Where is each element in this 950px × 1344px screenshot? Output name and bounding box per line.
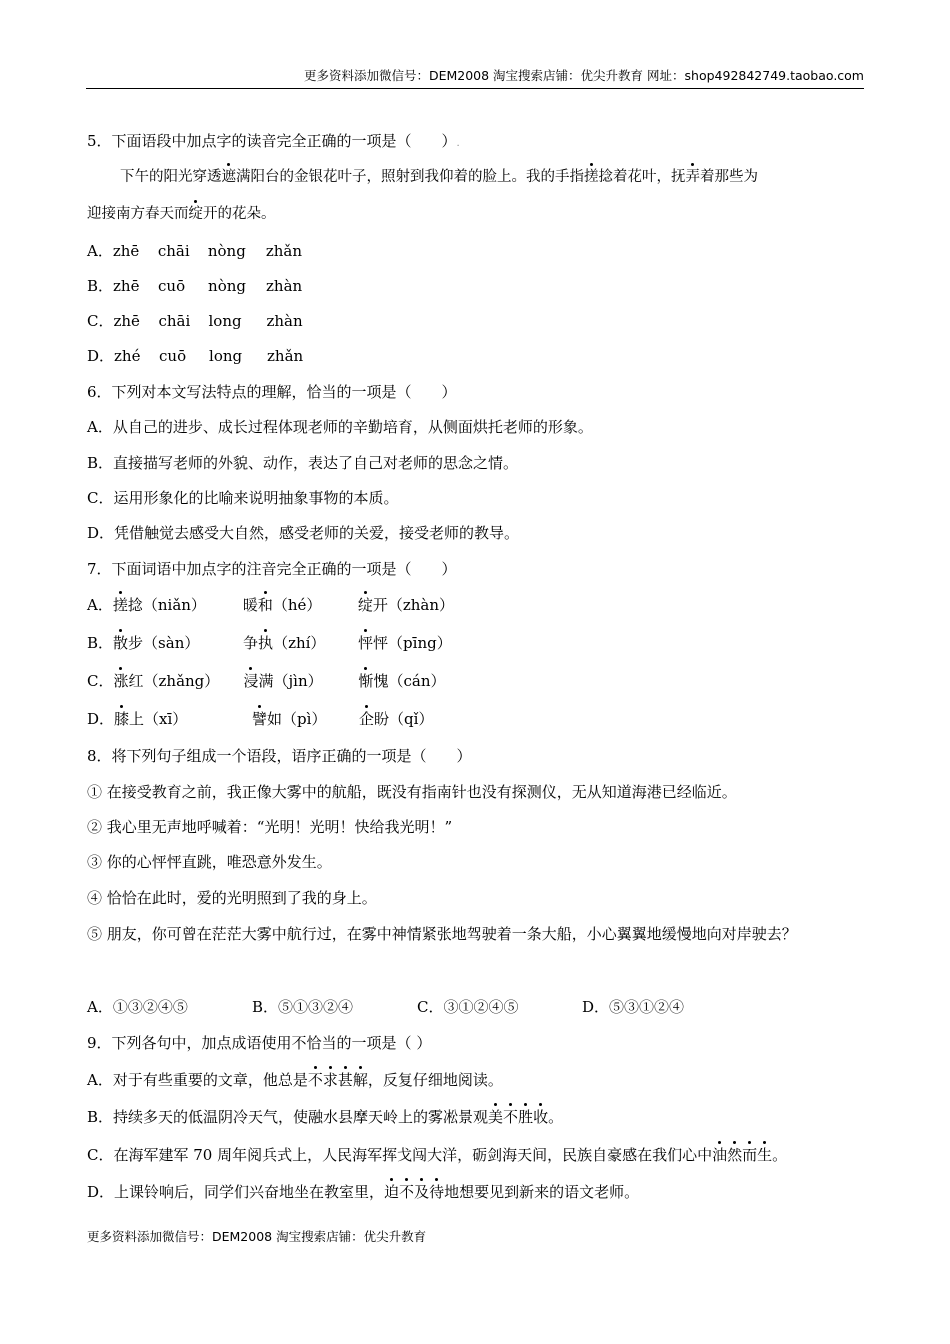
dotted-char: 而 [742, 1146, 758, 1164]
dotted-char: 及 [414, 1183, 430, 1201]
dotted-char: 执 [258, 634, 274, 652]
q8-sentence-4: ④ 恰恰在此时，爱的光明照到了我的身上。 [87, 889, 377, 907]
q9-option-a: A．对于有些重要的文章，他总是不求甚解，反复仔细地阅读。 [87, 1071, 503, 1089]
dotted-char: 胜 [518, 1108, 534, 1126]
q8-sentence-5: ⑤ 朋友，你可曾在茫茫大雾中航行过，在雾中神情紧张地驾驶着一条大船，小心翼翼地缓慢地向对岸驶去？ [87, 925, 797, 943]
dotted-char: 搓 [112, 596, 128, 614]
dotted-char: 膝 [114, 710, 130, 728]
dotted-char: 搓 [584, 166, 599, 188]
dotted-char: 迫 [384, 1183, 400, 1201]
q9-option-c: C．在海军建军 70 周年阅兵式上，人民海军挥戈闯大洋，砺剑海天间，民族自豪感在我们心中油然而生。 [87, 1146, 788, 1164]
dotted-char: 绽 [357, 596, 373, 614]
q9-option-b: B．持续多天的低温阴冷天气，使融水县摩天岭上的雾凇景观美不胜收。 [87, 1108, 564, 1126]
q8-stem: 8．将下列句子组成一个语段，语序正确的一项是（ ） [87, 747, 472, 765]
dotted-char: 不 [503, 1108, 519, 1126]
page-footer: 更多资料添加微信号：DEM2008 淘宝搜索店铺：优尖升教育 [87, 1229, 427, 1244]
q9-option-d: D．上课铃响后，同学们兴奋地坐在教室里，迫不及待地想要见到新来的语文老师。 [87, 1183, 640, 1201]
q8-sentence-3: ③ 你的心怦怦直跳，唯恐意外发生。 [87, 853, 332, 871]
dotted-char: 涨 [113, 672, 129, 690]
dotted-char: 不 [307, 1071, 323, 1089]
dotted-char: 生 [757, 1146, 773, 1164]
q7-option-b: B．散步（sàn） 争执（zhí） 怦怦（pīng） [87, 634, 452, 652]
q9-stem: 9．下列各句中，加点成语使用不恰当的一项是（ ） [87, 1034, 432, 1052]
dotted-char: 不 [399, 1183, 415, 1201]
page-header: 更多资料添加微信号：DEM2008 淘宝搜索店铺：优尖升教育 网址：shop492842749.taobao.com [86, 66, 864, 89]
q5-option-c: C．zhē chāi long zhàn [87, 312, 303, 330]
q6-option-b: B．直接描写老师的外貌、动作，表达了自己对老师的思念之情。 [87, 454, 519, 472]
dotted-char: 企 [359, 710, 375, 728]
q7-option-d: D．膝上（xī） 譬如（pì） 企盼（qǐ） [87, 710, 434, 728]
dotted-char: 油 [712, 1146, 728, 1164]
q5-passage-line1: 下午的阳光穿透遮满阳台的金银花叶子，照射到我仰着的脸上。我的手指搓捻着花叶，抚弄着那些为 [120, 166, 870, 188]
dotted-char: 和 [257, 596, 273, 614]
q6-stem: 6．下列对本文写法特点的理解，恰当的一项是（ ） [87, 383, 457, 401]
q8-options: A．①③②④⑤ B．⑤①③②④ C．③①②④⑤ D．⑤③①②④ [87, 998, 685, 1016]
q7-option-c: C．涨红（zhǎng） 浸满（jìn） 惭愧（cán） [87, 672, 446, 690]
dotted-char: 绽 [189, 203, 204, 225]
dotted-char: 浸 [243, 672, 259, 690]
dotted-char: 收 [533, 1108, 549, 1126]
q8-sentence-2: ② 我心里无声地呼喊着：“光明！光明！快给我光明！” [87, 818, 453, 836]
dotted-char: 譬 [252, 710, 268, 728]
dotted-char: 散 [113, 634, 129, 652]
dotted-char: 惭 [358, 672, 374, 690]
dotted-char: 求 [322, 1071, 338, 1089]
q5-option-d: D．zhé cuō long zhǎn [87, 347, 304, 365]
q5-option-a: A．zhē chāi nòng zhǎn [87, 242, 303, 260]
q5-option-b: B．zhē cuō nòng zhàn [87, 277, 303, 295]
dotted-char: 解 [352, 1071, 368, 1089]
dotted-char: 待 [429, 1183, 445, 1201]
dotted-char: 甚 [337, 1071, 353, 1089]
dotted-char: 美 [488, 1108, 504, 1126]
q5-stem: 5．下面语段中加点字的读音完全正确的一项是（ ）. [87, 132, 460, 150]
q6-option-c: C．运用形象化的比喻来说明抽象事物的本质。 [87, 489, 399, 507]
dotted-char: 遮 [222, 166, 237, 188]
q6-option-a: A．从自己的进步、成长过程体现老师的辛勤培育，从侧面烘托老师的形象。 [87, 418, 593, 436]
q8-sentence-1: ① 在接受教育之前，我正像大雾中的航船，既没有指南针也没有探测仪，无从知道海港已经临近。 [87, 783, 737, 801]
dotted-char: 怦 [358, 634, 374, 652]
q7-option-a: A．搓捻（niǎn） 暖和（hé） 绽开（zhàn） [87, 596, 455, 614]
q5-passage-line2: 迎接南方春天而绽开的花朵。 [87, 203, 870, 225]
q6-option-d: D．凭借触觉去感受大自然，感受老师的关爱，接受老师的教导。 [87, 524, 520, 542]
dotted-char: 弄 [686, 166, 701, 188]
dotted-char: 然 [727, 1146, 743, 1164]
q7-stem: 7．下面词语中加点字的注音完全正确的一项是（ ） [87, 560, 457, 578]
